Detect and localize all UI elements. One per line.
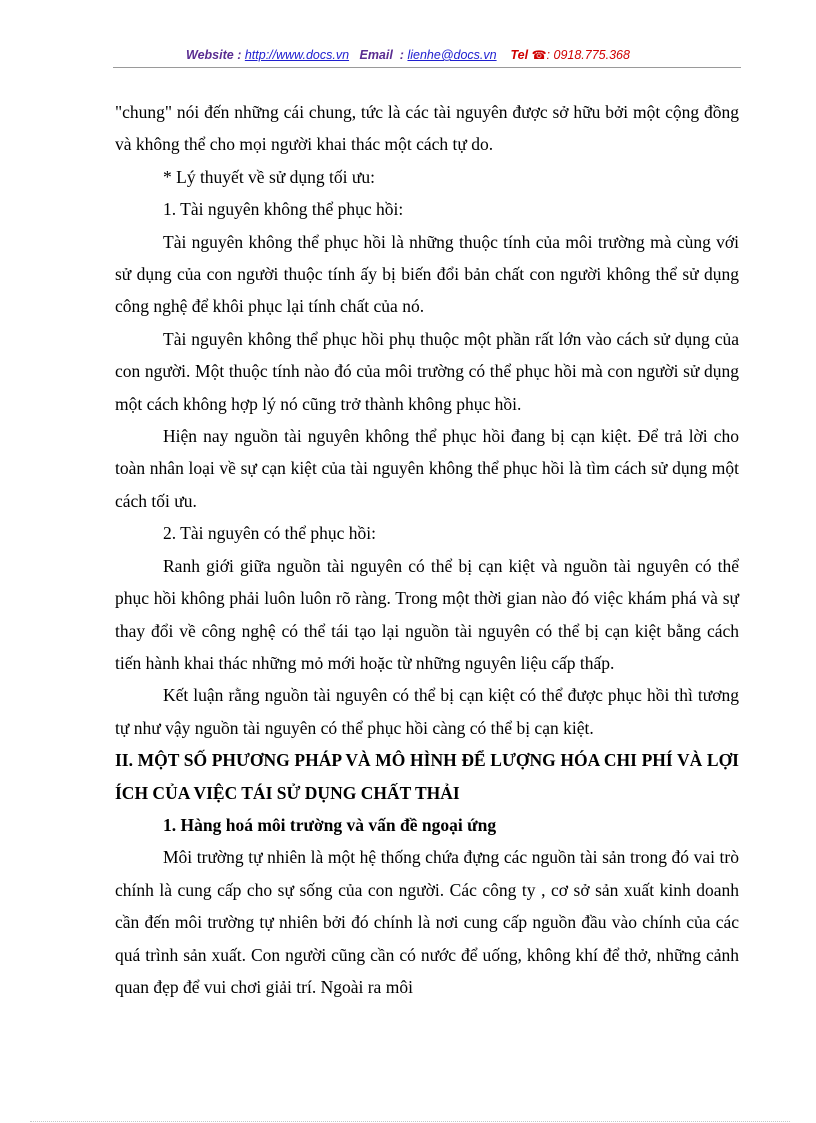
website-label: Website : [186,48,242,62]
renewable-heading: 2. Tài nguyên có thể phục hồi: [163,523,377,544]
email-label: Email [359,48,393,62]
theory-heading: * Lý thuyết về sử dụng tối ưu: [163,166,375,187]
nonrenewable-heading: 1. Tài nguyên không thể phục hồi: [163,199,404,220]
paragraph-continuation: "chung" nói đến những cái chung, tức là các tài nguyên được sở hữu bởi một cộng đồng và không thể cho mọi người khai thác một cách tự do. [115,102,739,155]
document-body [115,96,739,1003]
paragraph: Môi trường tự nhiên là một hệ thống chứa đựng các nguồn tài sản trong đó vai trò chính là cung cấp cho sự sống của con người. Các công ty , cơ sở sản xuất kinh doanh cần đến môi trường tự nhiên bởi đó chính là nơi cung cấp nguồn đầu vào chính của các quá trình sản xuất. Con người cũng cần có nước để uống, không khí để thở, những cảnh quan đẹp để vui chơi giải trí. Ngoài ra môi [115,847,739,997]
paragraph: Tài nguyên không thể phục hồi phụ thuộc một phần rất lớn vào cách sử dụng của con người. Một thuộc tính nào đó của môi trường có thể phục hồi mà con người sử dụng một cách không hợp lý nó cũng trở thành không phục hồi. [115,328,739,414]
footer-divider [30,1121,790,1122]
subsection-heading: 1. Hàng hoá môi trường và vấn đề ngoại ứng [163,814,497,835]
phone-icon: ☎ [531,48,547,62]
website-link[interactable]: http://www.docs.vn [244,48,350,62]
paragraph: Kết luận rằng nguồn tài nguyên có thể bị cạn kiệt có thể được phục hồi thì tương tự như vậy nguồn tài nguyên có thể phục hồi càng có thể bị cạn kiệt. [115,685,739,738]
paragraph: Tài nguyên không thể phục hồi là những thuộc tính của môi trường mà cùng với sử dụng của con người thuộc tính ấy bị biến đổi bản chất con người không thể sử dụng công nghệ để khôi phục lại tính chất của nó. [115,231,739,317]
email-separator: : [399,48,404,62]
page-header [0,46,816,64]
phone-number: : 0918.775.368 [546,48,630,62]
paragraph: Hiện nay nguồn tài nguyên không thể phục hồi đang bị cạn kiệt. Để trả lời cho toàn nhân loại về sự cạn kiệt của tài nguyên không thể phục hồi là tìm cách sử dụng một cách tối ưu. [115,426,739,511]
section-heading: II. MỘT SỐ PHƯƠNG PHÁP VÀ MÔ HÌNH ĐỂ LƯỢNG HÓA CHI PHÍ VÀ LỢI ÍCH CỦA VIỆC TÁI SỬ DỤNG CHẤT THẢI [115,750,739,803]
tel-label: Tel [510,48,529,62]
paragraph: Ranh giới giữa nguồn tài nguyên có thể bị cạn kiệt và nguồn tài nguyên có thể phục hồi không phải luôn luôn rõ ràng. Trong một thời gian nào đó việc khám phá và sự thay đổi về công nghệ có thể tái tạo lại nguồn tài nguyên có thể bị cạn kiệt bằng cách tiến hành khai thác những mỏ mới hoặc từ những nguyên liệu cấp thấp. [115,555,739,673]
email-link[interactable]: lienhe@docs.vn [407,48,497,62]
header-divider [113,67,741,68]
